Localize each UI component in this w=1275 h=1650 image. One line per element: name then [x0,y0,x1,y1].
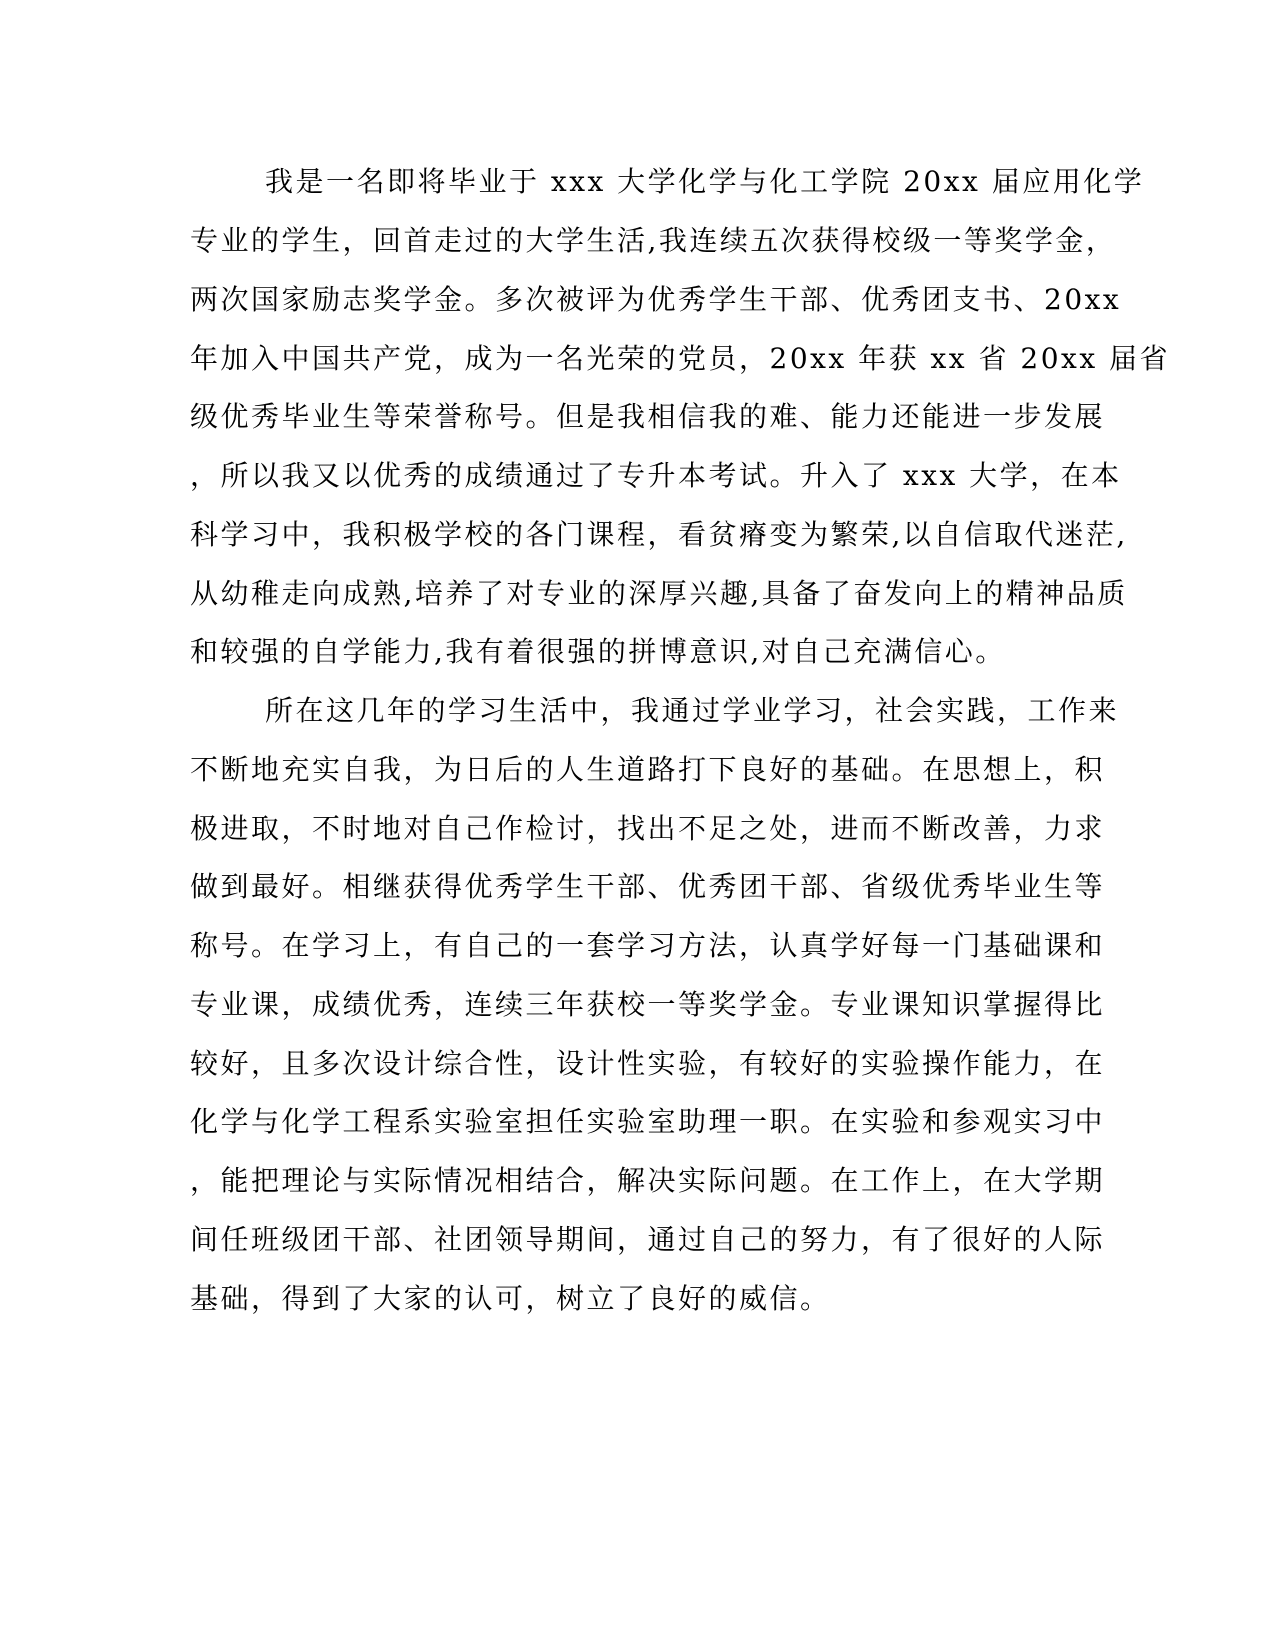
paragraph-2-line-4: 做到最好。相继获得优秀学生干部、优秀团干部、省级优秀毕业生等 [190,870,1106,903]
paragraph-1-line-4: 年加入中国共产党，成为一名光荣的党员，20xx 年获 xx 省 20xx 届省 [190,342,1171,375]
paragraph-2-line-11: 基础，得到了大家的认可，树立了良好的威信。 [190,1282,831,1315]
paragraph-2-line-1: 所在这几年的学习生活中，我通过学业学习，社会实践，工作来 [265,694,1120,727]
paragraph-2-line-7: 较好，且多次设计综合性，设计性实验，有较好的实验操作能力，在 [190,1047,1106,1080]
paragraph-1-line-2: 专业的学生，回首走过的大学生活,我连续五次获得校级一等奖学金， [190,224,1117,257]
paragraph-2-line-6: 专业课，成绩优秀，连续三年获校一等奖学金。专业课知识掌握得比 [190,988,1106,1021]
paragraph-2-line-10: 间任班级团干部、社团领导期间，通过自己的努力，有了很好的人际 [190,1223,1106,1256]
paragraph-2-line-8: 化学与化学工程系实验室担任实验室助理一职。在实验和参观实习中 [190,1105,1106,1138]
paragraph-1-line-1: 我是一名即将毕业于 xxx 大学化学与化工学院 20xx 届应用化学 [265,165,1145,198]
paragraph-1-line-3: 两次国家励志奖学金。多次被评为优秀学生干部、优秀团支书、20xx [190,283,1122,316]
paragraph-2-line-5: 称号。在学习上，有自己的一套学习方法，认真学好每一门基础课和 [190,929,1106,962]
paragraph-1-line-6: ，所以我又以优秀的成绩通过了专升本考试。升入了 xxx 大学，在本 [190,459,1122,492]
paragraph-1-line-5: 级优秀毕业生等荣誉称号。但是我相信我的难、能力还能进一步发展 [190,400,1106,433]
paragraph-2-line-3: 极进取，不时地对自己作检讨，找出不足之处，进而不断改善，力求 [190,812,1106,845]
paragraph-2-line-2: 不断地充实自我，为日后的人生道路打下良好的基础。在思想上，积 [190,753,1106,786]
paragraph-1-line-8: 从幼稚走向成熟,培养了对专业的深厚兴趣,具备了奋发向上的精神品质 [190,577,1128,610]
paragraph-1-line-9: 和较强的自学能力,我有着很强的拼博意识,对自己充满信心。 [190,635,1006,668]
paragraph-2-line-9: ，能把理论与实际情况相结合，解决实际问题。在工作上，在大学期 [190,1164,1106,1197]
paragraph-1-line-7: 科学习中，我积极学校的各门课程，看贫瘠变为繁荣,以自信取代迷茫, [190,518,1128,551]
